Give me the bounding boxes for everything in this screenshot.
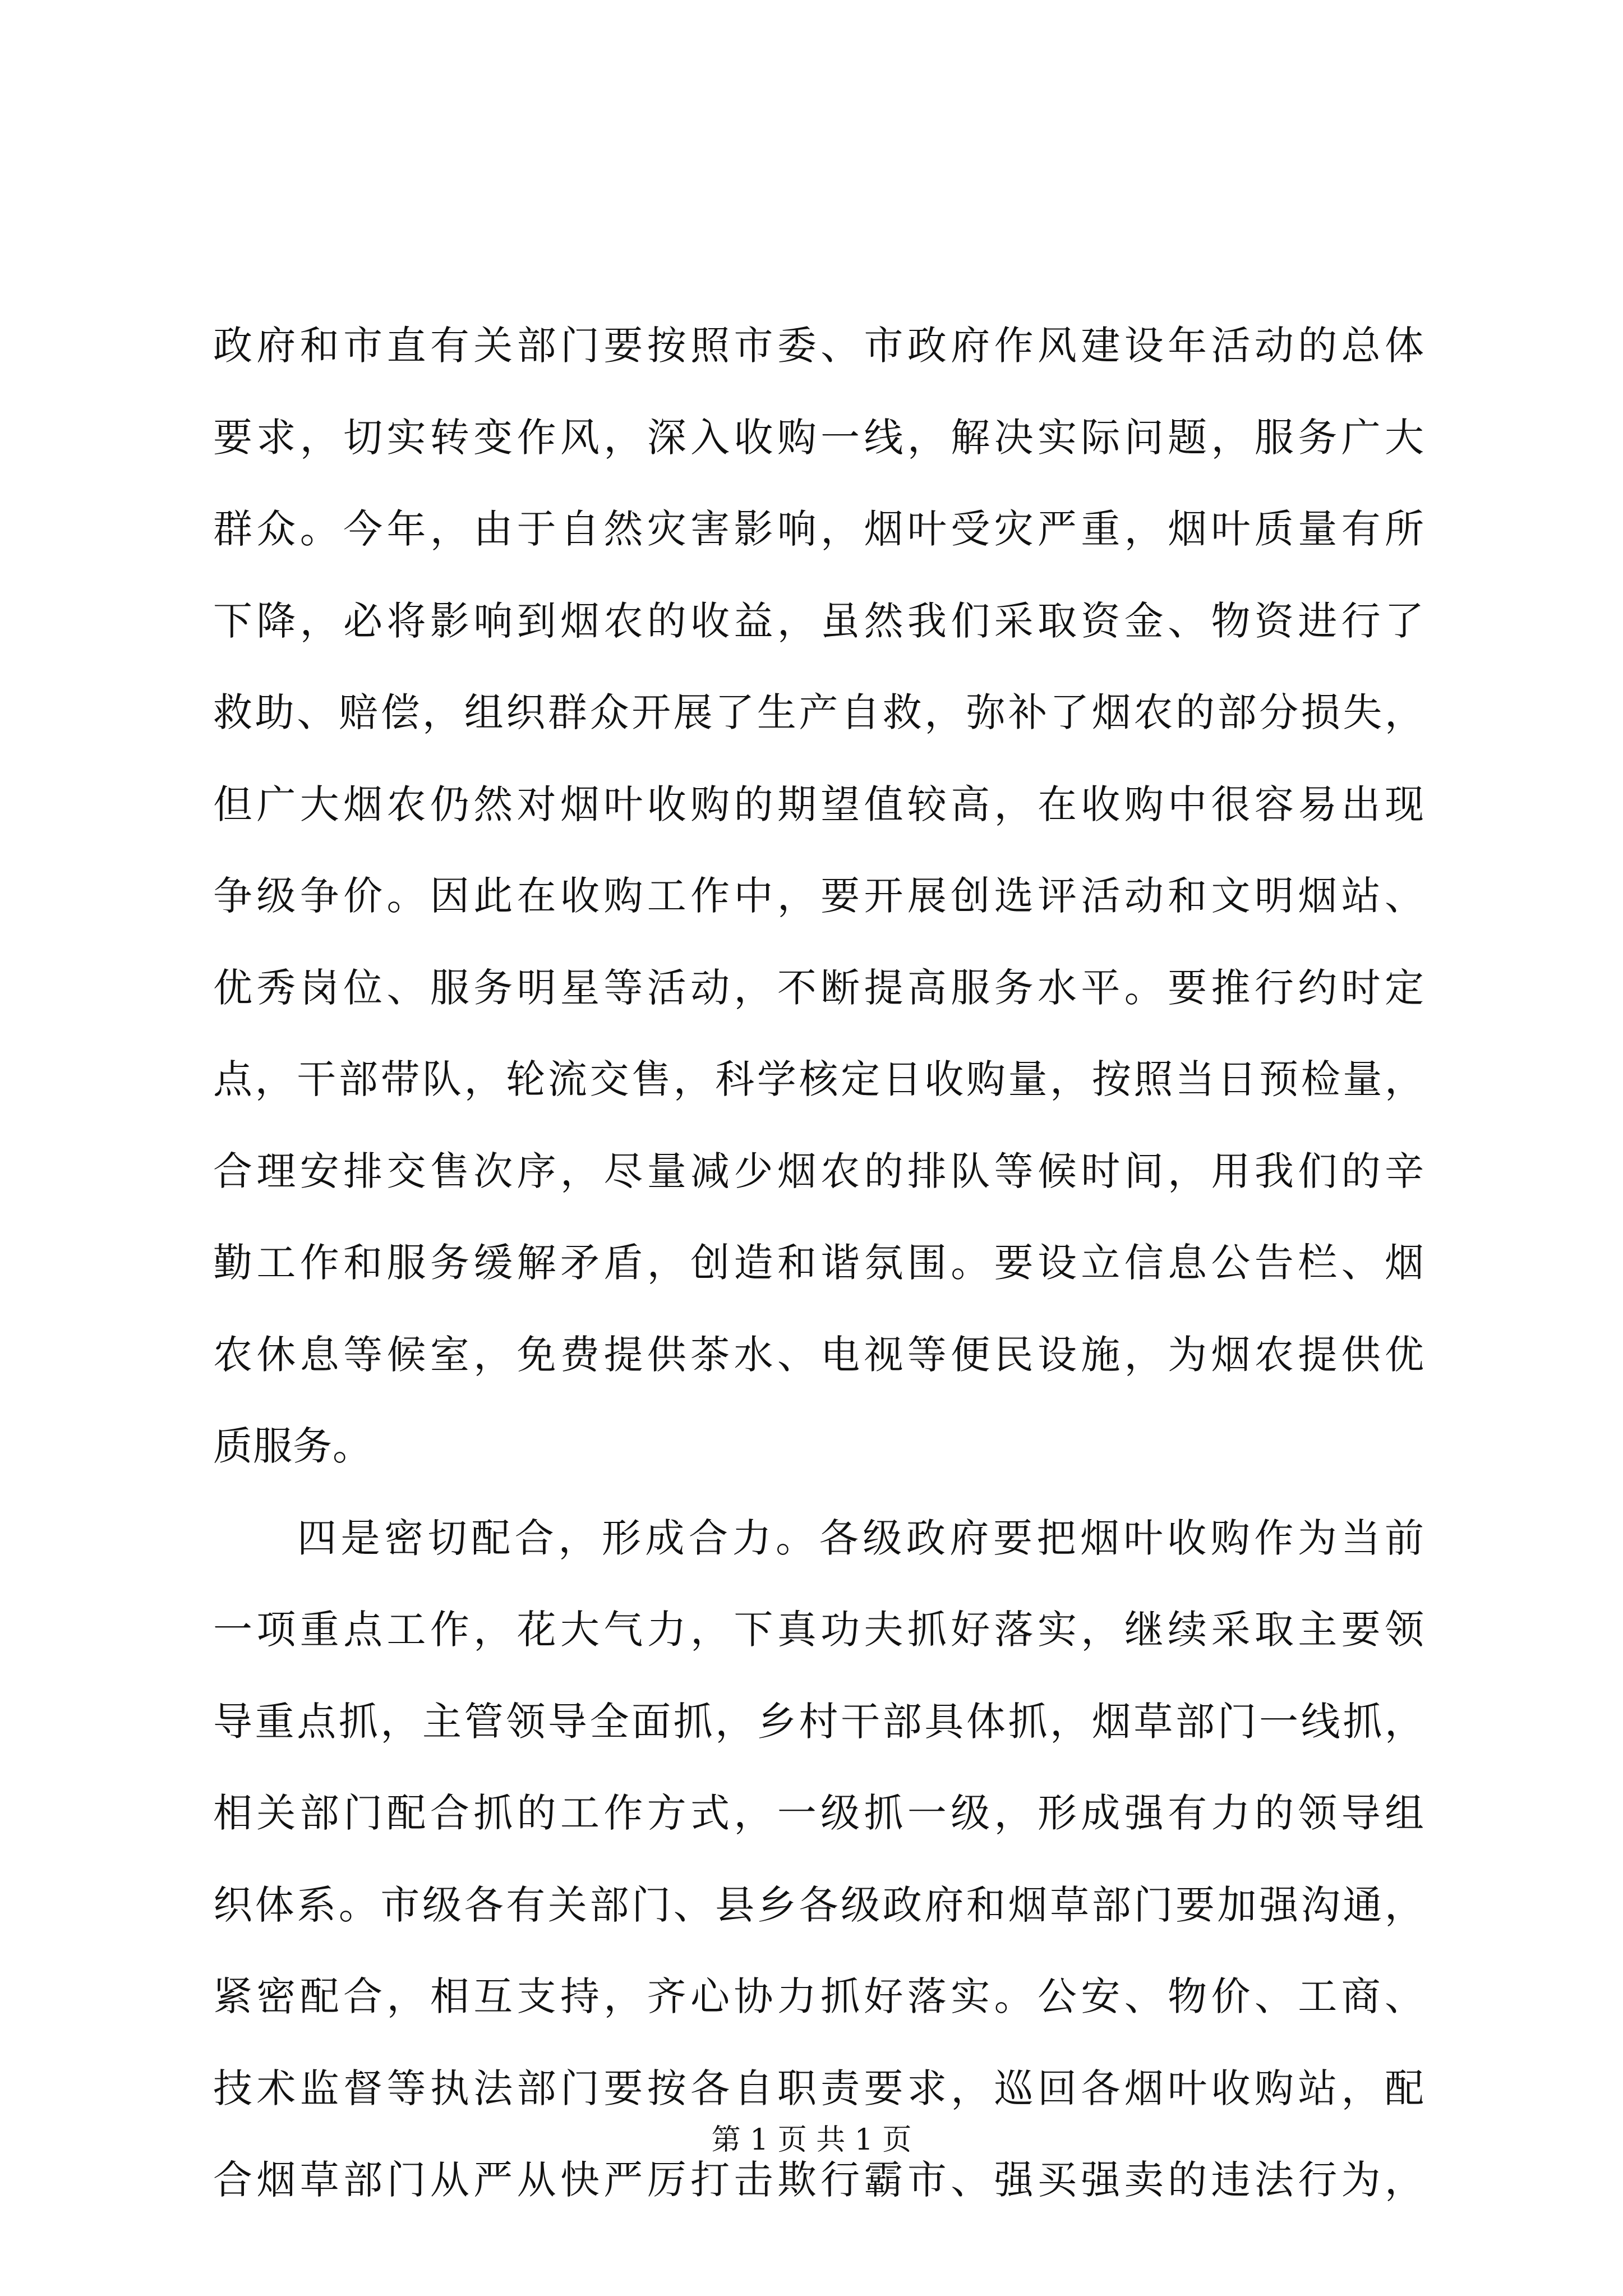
page-footer — [0, 2120, 1623, 2160]
text-line-paragraph-end: 质服务。 — [213, 1423, 372, 1469]
text-line: 但广大烟农仍然对烟叶收购的期望值较高，在收购中很容易出现 — [213, 781, 1424, 827]
text-line: 紧密配合，相互支持，齐心协力抓好落实。公安、物价、工商、 — [213, 1973, 1424, 2019]
text-line: 优秀岗位、服务明星等活动，不断提高服务水平。要推行约时定 — [213, 964, 1424, 1011]
text-line-paragraph-start: 四是密切配合，形成合力。各级政府要把烟叶收购作为当前 — [297, 1515, 1424, 1561]
page-number: 第 1 页 共 1 页 — [711, 2123, 912, 2157]
text-line: 争级争价。因此在收购工作中，要开展创选评活动和文明烟站、 — [213, 873, 1424, 919]
text-line: 合理安排交售次序，尽量减少烟农的排队等候时间，用我们的辛 — [213, 1148, 1424, 1194]
text-line: 技术监督等执法部门要按各自职责要求，巡回各烟叶收购站，配 — [213, 2065, 1424, 2111]
text-line: 导重点抓，主管领导全面抓，乡村干部具体抓，烟草部门一线抓， — [213, 1698, 1424, 1745]
text-line: 政府和市直有关部门要按照市委、市政府作风建设年活动的总体 — [213, 323, 1424, 369]
text-line: 下降，必将影响到烟农的收益，虽然我们采取资金、物资进行了 — [213, 597, 1424, 644]
text-line: 农休息等候室，免费提供茶水、电视等便民设施，为烟农提供优 — [213, 1331, 1424, 1378]
text-line: 相关部门配合抓的工作方式，一级抓一级，形成强有力的领导组 — [213, 1790, 1424, 1836]
text-line: 合烟草部门从严从快严厉打击欺行霸市、强买强卖的违法行为， — [213, 2157, 1424, 2203]
text-line: 救助、赔偿，组织群众开展了生产自救，弥补了烟农的部分损失， — [213, 689, 1424, 735]
body-text — [213, 300, 1424, 2226]
text-line: 勤工作和服务缓解矛盾，创造和谐氛围。要设立信息公告栏、烟 — [213, 1240, 1424, 1286]
text-line: 群众。今年，由于自然灾害影响，烟叶受灾严重，烟叶质量有所 — [213, 506, 1424, 552]
text-line: 织体系。市级各有关部门、县乡各级政府和烟草部门要加强沟通， — [213, 1881, 1424, 1928]
text-line: 要求，切实转变作风，深入收购一线，解决实际问题，服务广大 — [213, 414, 1424, 461]
text-line: 一项重点工作，花大气力，下真功夫抓好落实，继续采取主要领 — [213, 1607, 1424, 1653]
text-line: 点，干部带队，轮流交售，科学核定日收购量，按照当日预检量， — [213, 1056, 1424, 1102]
